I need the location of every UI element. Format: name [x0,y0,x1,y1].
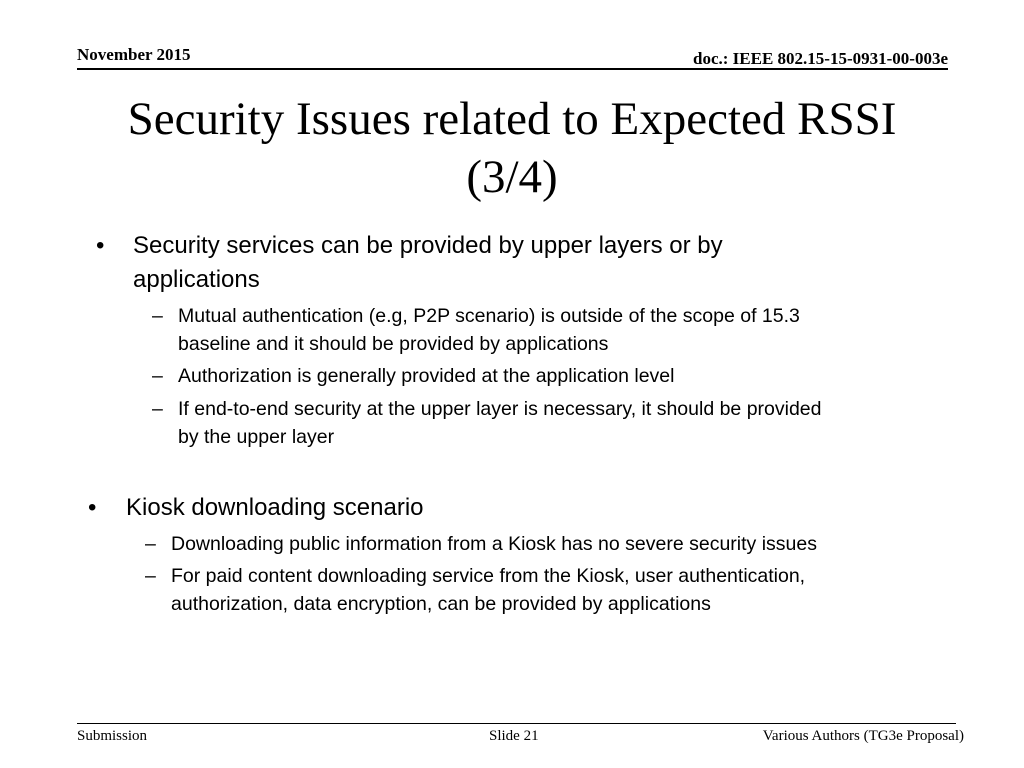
sub-bullet-text-line: If end-to-end security at the upper layer is necessary, it should be provided [178,398,822,420]
bullet-marker: • [96,232,105,259]
sub-bullet-marker: – [152,365,163,387]
sub-bullet-text-line: Authorization is generally provided at the application level [178,365,675,387]
sub-bullet-text-line: baseline and it should be provided by applications [178,333,609,355]
bullet-text-line: Kiosk downloading scenario [126,494,424,521]
slide-title-line-1: Security Issues related to Expected RSSI [127,93,897,145]
sub-bullet-marker: – [145,565,156,587]
footer-slide-number: Slide 21 [489,728,539,744]
bullet-text-line: Security services can be provided by upper layers or by [133,232,723,259]
footer-divider [77,723,956,724]
sub-bullet-text-line: For paid content downloading service from the Kiosk, user authentication, [171,565,806,587]
bullet-marker: • [88,494,97,521]
sub-bullet-text-line: by the upper layer [178,426,335,448]
sub-bullet-text-line: Downloading public information from a Kiosk has no severe security issues [171,533,817,555]
bullet-text-line: applications [133,266,260,293]
slide-title-line-2: (3/4) [466,151,558,203]
footer-submission: Submission [77,728,148,744]
footer-authors: Various Authors (TG3e Proposal) [762,728,964,744]
sub-bullet-marker: – [145,533,156,555]
header-doc-id: doc.: IEEE 802.15-15-0931-00-003e [693,49,948,68]
sub-bullet-text-line: Mutual authentication (e.g, P2P scenario) is outside of the scope of 15.3 [178,305,800,327]
sub-bullet-text-line: authorization, data encryption, can be provided by applications [171,593,711,615]
sub-bullet-marker: – [152,305,163,327]
sub-bullet-marker: – [152,398,163,420]
header-date: November 2015 [77,45,191,64]
